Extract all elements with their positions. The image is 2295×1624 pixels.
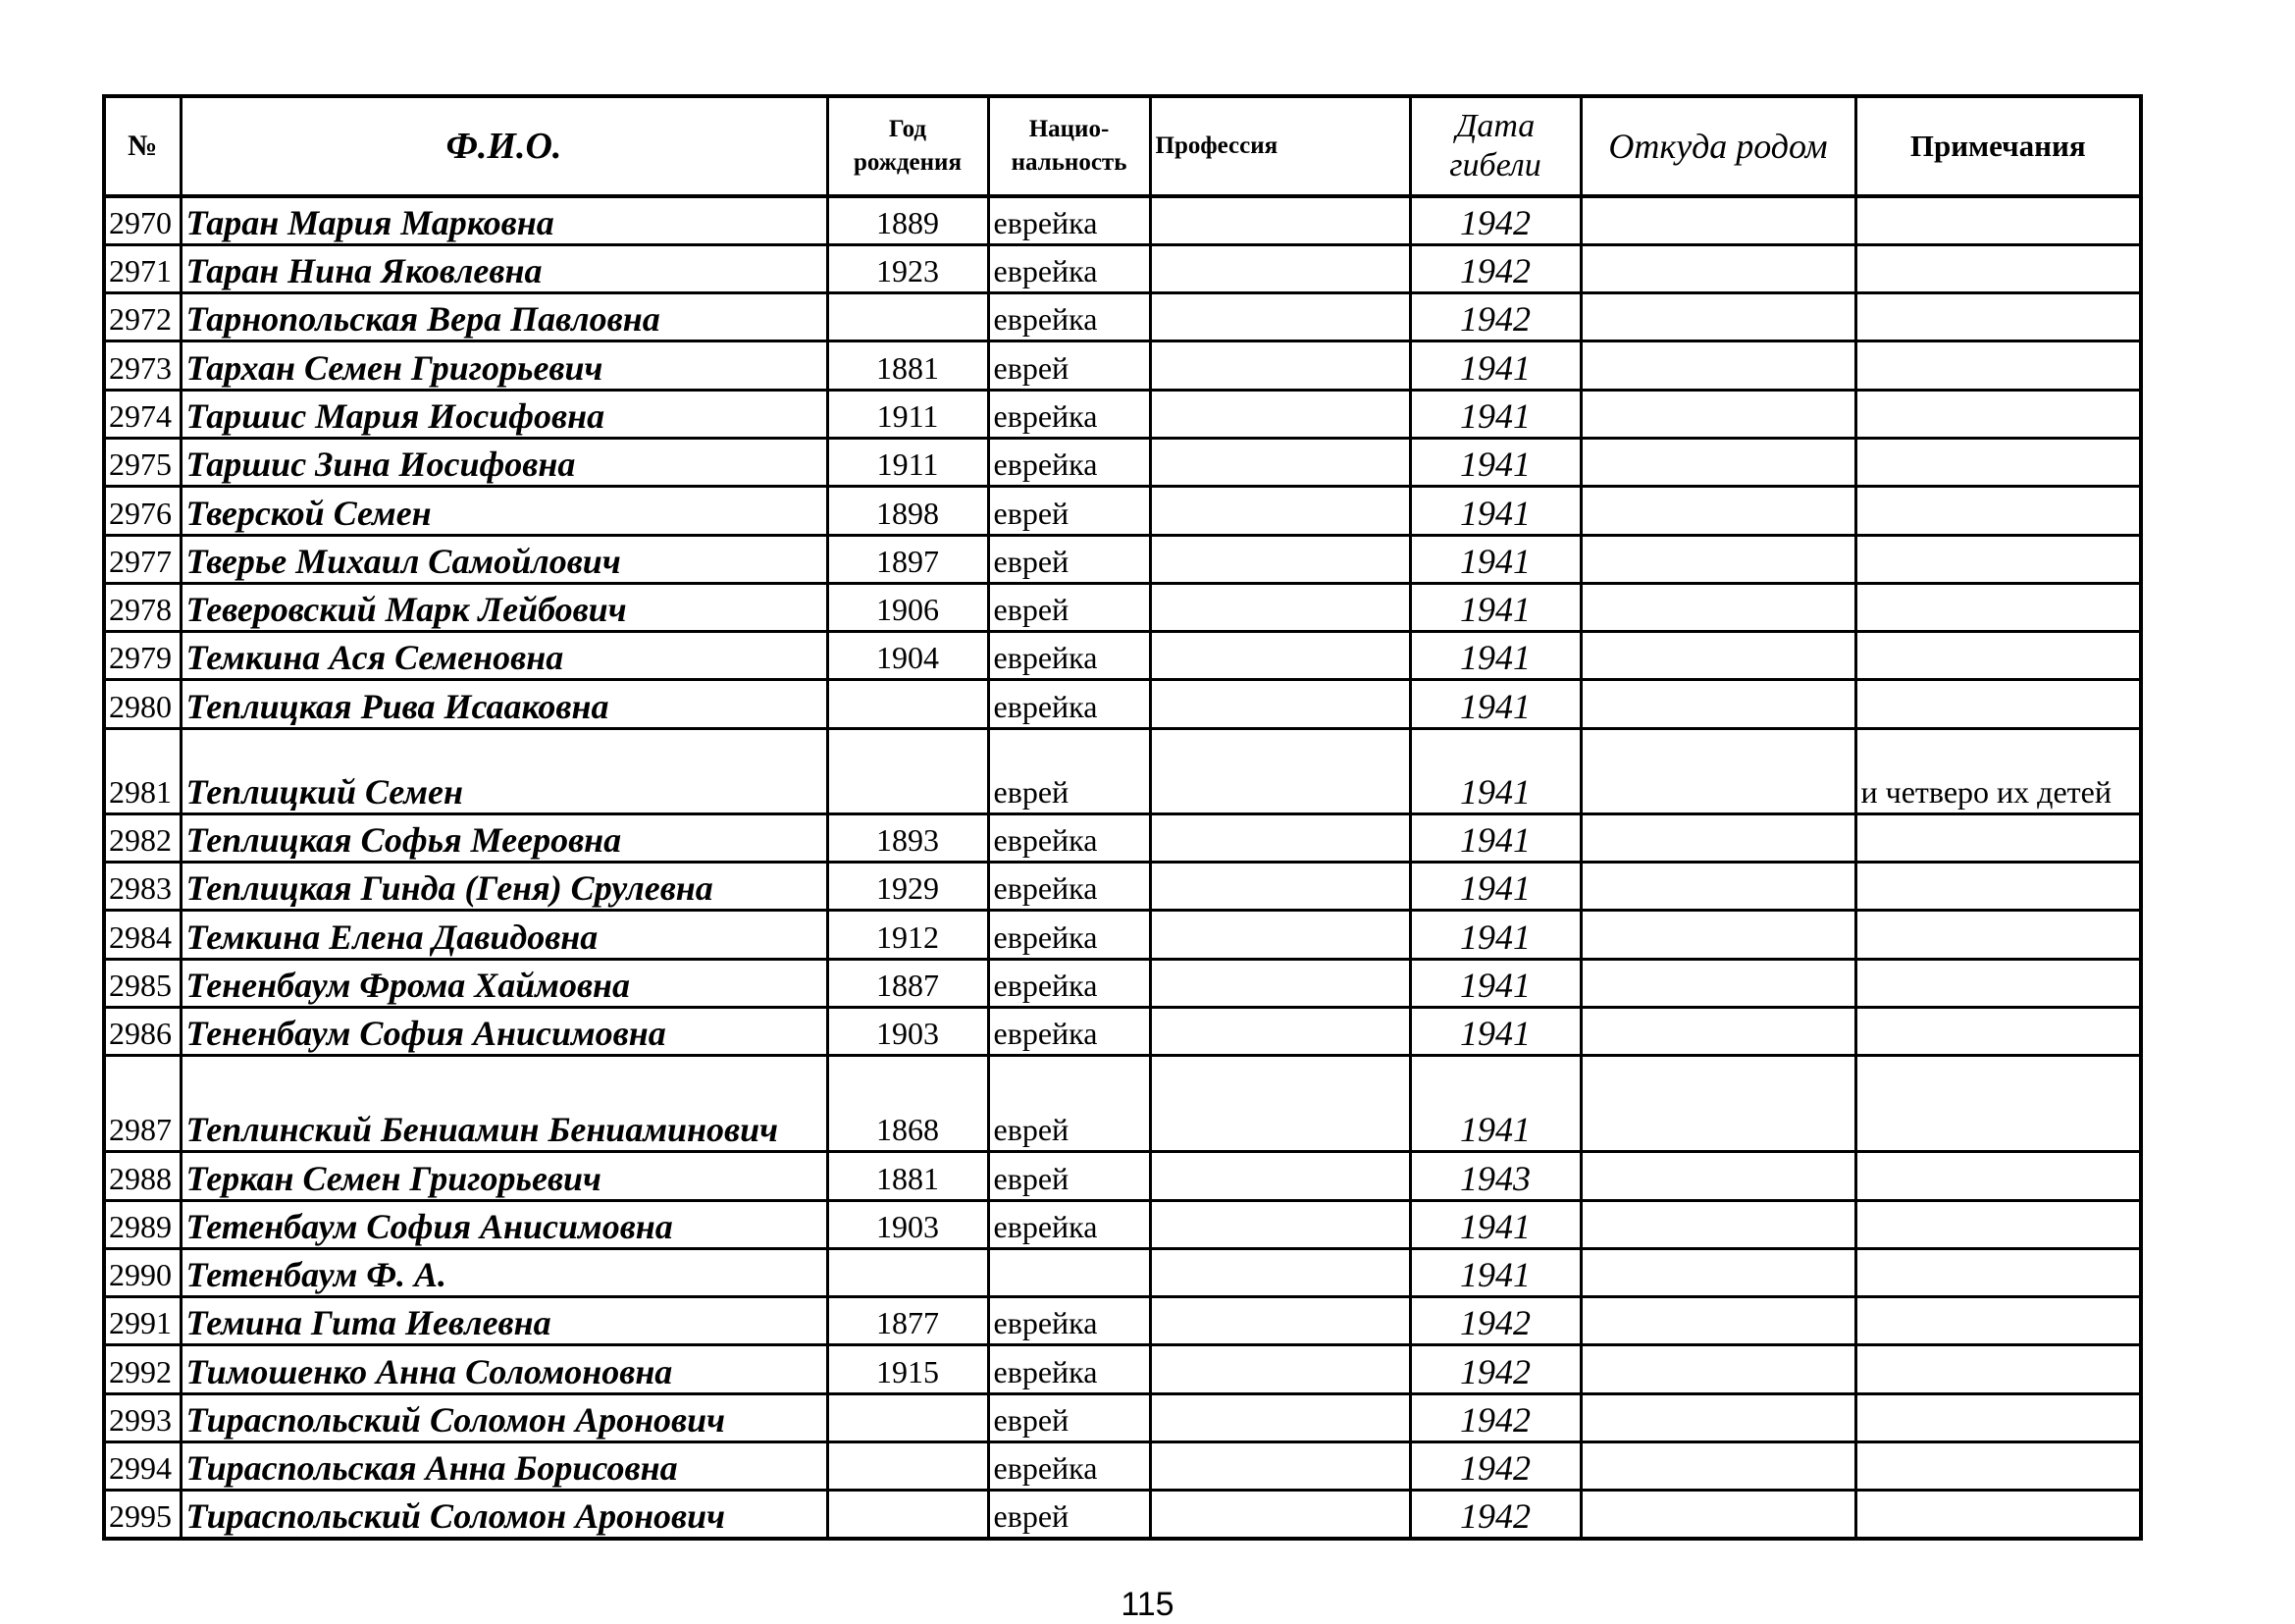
- birth-year-cell: [827, 728, 988, 813]
- table-row: [104, 959, 2141, 1007]
- header-profession: Профессия: [1150, 96, 1410, 196]
- full-name-cell: Тетенбаум София Анисимовна: [181, 1200, 827, 1248]
- profession-cell: [1150, 911, 1410, 959]
- full-name-cell: Тверской Семен: [181, 487, 827, 535]
- nationality-cell: еврейка: [988, 1345, 1150, 1393]
- death-date-cell: 1942: [1410, 196, 1581, 244]
- origin-cell: [1581, 813, 1855, 862]
- header-death-date-line2: гибели: [1449, 147, 1541, 183]
- nationality-cell: еврейка: [988, 911, 1150, 959]
- header-notes: Примечания: [1855, 96, 2141, 196]
- row-number: 2985: [104, 959, 181, 1007]
- profession-cell: [1150, 680, 1410, 728]
- birth-year-cell: [827, 1393, 988, 1441]
- birth-year-cell: 1897: [827, 535, 988, 583]
- row-number: 2976: [104, 487, 181, 535]
- table-header: [104, 96, 2141, 196]
- birth-year-cell: 1898: [827, 487, 988, 535]
- origin-cell: [1581, 959, 1855, 1007]
- full-name-cell: Тимошенко Анна Соломоновна: [181, 1345, 827, 1393]
- header-birth-year-line1: Год: [888, 116, 927, 142]
- birth-year-cell: [827, 1248, 988, 1296]
- origin-cell: [1581, 535, 1855, 583]
- origin-cell: [1581, 1007, 1855, 1055]
- notes-cell: [1855, 196, 2141, 244]
- full-name-cell: Тархан Семен Григорьевич: [181, 341, 827, 390]
- death-date-cell: 1942: [1410, 1393, 1581, 1441]
- full-name-cell: Тираспольский Соломон Аронович: [181, 1491, 827, 1539]
- header-birth-year: [827, 96, 988, 196]
- row-number: 2980: [104, 680, 181, 728]
- full-name-cell: Тененбаум София Анисимовна: [181, 1007, 827, 1055]
- row-number: 2983: [104, 863, 181, 911]
- notes-cell: [1855, 959, 2141, 1007]
- birth-year-cell: 1906: [827, 583, 988, 631]
- full-name-cell: Темкина Ася Семеновна: [181, 632, 827, 680]
- profession-cell: [1150, 1393, 1410, 1441]
- birth-year-cell: 1929: [827, 863, 988, 911]
- table-row: [104, 196, 2141, 244]
- notes-cell: [1855, 535, 2141, 583]
- notes-cell: [1855, 813, 2141, 862]
- notes-cell: [1855, 1345, 2141, 1393]
- table-row: [104, 680, 2141, 728]
- origin-cell: [1581, 680, 1855, 728]
- origin-cell: [1581, 293, 1855, 341]
- full-name-cell: Теплицкая Рива Исааковна: [181, 680, 827, 728]
- row-number: 2984: [104, 911, 181, 959]
- profession-cell: [1150, 1442, 1410, 1491]
- full-name-cell: Теплицкая Гинда (Геня) Срулевна: [181, 863, 827, 911]
- birth-year-cell: 1877: [827, 1297, 988, 1345]
- table-row: [104, 1152, 2141, 1200]
- row-number: 2992: [104, 1345, 181, 1393]
- full-name-cell: Таран Нина Яковлевна: [181, 244, 827, 292]
- full-name-cell: Тираспольская Анна Борисовна: [181, 1442, 827, 1491]
- origin-cell: [1581, 1442, 1855, 1491]
- birth-year-cell: 1881: [827, 341, 988, 390]
- header-origin: Откуда родом: [1581, 96, 1855, 196]
- nationality-cell: еврей: [988, 1152, 1150, 1200]
- death-date-cell: 1941: [1410, 487, 1581, 535]
- death-date-cell: 1941: [1410, 680, 1581, 728]
- birth-year-cell: 1903: [827, 1007, 988, 1055]
- notes-cell: [1855, 438, 2141, 486]
- full-name-cell: Тверье Михаил Самойлович: [181, 535, 827, 583]
- birth-year-cell: [827, 680, 988, 728]
- full-name-cell: Тарнопольская Вера Павловна: [181, 293, 827, 341]
- table-body: [104, 196, 2141, 1539]
- nationality-cell: еврейка: [988, 293, 1150, 341]
- birth-year-cell: 1903: [827, 1200, 988, 1248]
- profession-cell: [1150, 728, 1410, 813]
- profession-cell: [1150, 341, 1410, 390]
- birth-year-cell: 1911: [827, 438, 988, 486]
- notes-cell: [1855, 1200, 2141, 1248]
- origin-cell: [1581, 196, 1855, 244]
- birth-year-cell: 1911: [827, 390, 988, 438]
- birth-year-cell: [827, 1491, 988, 1539]
- table-row: [104, 293, 2141, 341]
- nationality-cell: еврейка: [988, 244, 1150, 292]
- row-number: 2972: [104, 293, 181, 341]
- notes-cell: [1855, 293, 2141, 341]
- profession-cell: [1150, 959, 1410, 1007]
- header-nationality: [988, 96, 1150, 196]
- nationality-cell: еврей: [988, 341, 1150, 390]
- origin-cell: [1581, 1345, 1855, 1393]
- table-row: [104, 863, 2141, 911]
- profession-cell: [1150, 632, 1410, 680]
- nationality-cell: еврей: [988, 535, 1150, 583]
- notes-cell: [1855, 911, 2141, 959]
- header-nationality-line1: Нацио-: [1028, 116, 1110, 142]
- origin-cell: [1581, 487, 1855, 535]
- full-name-cell: Теплинский Бениамин Бениаминович: [181, 1056, 827, 1152]
- death-date-cell: 1941: [1410, 341, 1581, 390]
- death-date-cell: 1942: [1410, 244, 1581, 292]
- origin-cell: [1581, 632, 1855, 680]
- full-name-cell: Тетенбаум Ф. А.: [181, 1248, 827, 1296]
- profession-cell: [1150, 1007, 1410, 1055]
- origin-cell: [1581, 728, 1855, 813]
- row-number: 2993: [104, 1393, 181, 1441]
- table-row: [104, 341, 2141, 390]
- page-number: 115: [1121, 1586, 1174, 1623]
- notes-cell: [1855, 1442, 2141, 1491]
- profession-cell: [1150, 487, 1410, 535]
- birth-year-cell: 1893: [827, 813, 988, 862]
- notes-cell: [1855, 244, 2141, 292]
- full-name-cell: Темина Гита Иевлевна: [181, 1297, 827, 1345]
- profession-cell: [1150, 1056, 1410, 1152]
- table-row: [104, 728, 2141, 813]
- birth-year-cell: [827, 1442, 988, 1491]
- death-date-cell: 1941: [1410, 438, 1581, 486]
- death-date-cell: 1942: [1410, 1297, 1581, 1345]
- row-number: 2973: [104, 341, 181, 390]
- full-name-cell: Тираспольский Соломон Аронович: [181, 1393, 827, 1441]
- row-number: 2986: [104, 1007, 181, 1055]
- notes-cell: [1855, 632, 2141, 680]
- profession-cell: [1150, 244, 1410, 292]
- full-name-cell: Таршис Зина Иосифовна: [181, 438, 827, 486]
- notes-cell: [1855, 583, 2141, 631]
- full-name-cell: Тененбаум Фрома Хаймовна: [181, 959, 827, 1007]
- nationality-cell: еврейка: [988, 959, 1150, 1007]
- profession-cell: [1150, 1345, 1410, 1393]
- table-row: [104, 1200, 2141, 1248]
- nationality-cell: еврейка: [988, 632, 1150, 680]
- header-birth-year-line2: рождения: [854, 149, 962, 176]
- birth-year-cell: 1915: [827, 1345, 988, 1393]
- table-row: [104, 438, 2141, 486]
- table-row: [104, 1393, 2141, 1441]
- table-row: [104, 535, 2141, 583]
- nationality-cell: еврейка: [988, 1297, 1150, 1345]
- profession-cell: [1150, 1152, 1410, 1200]
- nationality-cell: [988, 1248, 1150, 1296]
- row-number: 2991: [104, 1297, 181, 1345]
- death-date-cell: 1941: [1410, 632, 1581, 680]
- row-number: 2981: [104, 728, 181, 813]
- birth-year-cell: 1904: [827, 632, 988, 680]
- row-number: 2977: [104, 535, 181, 583]
- death-date-cell: 1941: [1410, 1248, 1581, 1296]
- nationality-cell: еврей: [988, 1056, 1150, 1152]
- origin-cell: [1581, 1491, 1855, 1539]
- notes-cell: [1855, 1152, 2141, 1200]
- profession-cell: [1150, 293, 1410, 341]
- notes-cell: и четверо их детей: [1855, 728, 2141, 813]
- profession-cell: [1150, 1297, 1410, 1345]
- nationality-cell: еврейка: [988, 1200, 1150, 1248]
- profession-cell: [1150, 196, 1410, 244]
- death-date-cell: 1941: [1410, 863, 1581, 911]
- row-number: 2990: [104, 1248, 181, 1296]
- origin-cell: [1581, 911, 1855, 959]
- death-date-cell: 1942: [1410, 1442, 1581, 1491]
- origin-cell: [1581, 1200, 1855, 1248]
- profession-cell: [1150, 1200, 1410, 1248]
- full-name-cell: Темкина Елена Давидовна: [181, 911, 827, 959]
- row-number: 2970: [104, 196, 181, 244]
- profession-cell: [1150, 1248, 1410, 1296]
- table-row: [104, 911, 2141, 959]
- profession-cell: [1150, 535, 1410, 583]
- death-date-cell: 1941: [1410, 813, 1581, 862]
- header-death-date: [1410, 96, 1581, 196]
- table-row: [104, 244, 2141, 292]
- table-row: [104, 1248, 2141, 1296]
- table-row: [104, 390, 2141, 438]
- nationality-cell: еврей: [988, 1491, 1150, 1539]
- full-name-cell: Таран Мария Марковна: [181, 196, 827, 244]
- death-date-cell: 1941: [1410, 535, 1581, 583]
- death-date-cell: 1941: [1410, 911, 1581, 959]
- death-date-cell: 1941: [1410, 1056, 1581, 1152]
- table-row: [104, 632, 2141, 680]
- full-name-cell: Теркан Семен Григорьевич: [181, 1152, 827, 1200]
- profession-cell: [1150, 390, 1410, 438]
- row-number: 2971: [104, 244, 181, 292]
- row-number: 2975: [104, 438, 181, 486]
- birth-year-cell: 1889: [827, 196, 988, 244]
- nationality-cell: еврей: [988, 583, 1150, 631]
- notes-cell: [1855, 341, 2141, 390]
- table-row: [104, 1442, 2141, 1491]
- nationality-cell: еврейка: [988, 196, 1150, 244]
- nationality-cell: еврейка: [988, 680, 1150, 728]
- notes-cell: [1855, 680, 2141, 728]
- notes-cell: [1855, 1393, 2141, 1441]
- nationality-cell: еврей: [988, 728, 1150, 813]
- birth-year-cell: 1912: [827, 911, 988, 959]
- table-row: [104, 1345, 2141, 1393]
- nationality-cell: еврейка: [988, 1007, 1150, 1055]
- death-date-cell: 1942: [1410, 1345, 1581, 1393]
- table-row: [104, 1007, 2141, 1055]
- origin-cell: [1581, 341, 1855, 390]
- notes-cell: [1855, 1297, 2141, 1345]
- header-death-date-line1: Дата: [1455, 108, 1536, 144]
- row-number: 2989: [104, 1200, 181, 1248]
- origin-cell: [1581, 1056, 1855, 1152]
- row-number: 2988: [104, 1152, 181, 1200]
- nationality-cell: еврейка: [988, 390, 1150, 438]
- notes-cell: [1855, 1056, 2141, 1152]
- header-nationality-line2: нальность: [1011, 149, 1127, 176]
- death-date-cell: 1941: [1410, 1007, 1581, 1055]
- origin-cell: [1581, 244, 1855, 292]
- death-date-cell: 1941: [1410, 583, 1581, 631]
- row-number: 2979: [104, 632, 181, 680]
- profession-cell: [1150, 438, 1410, 486]
- birth-year-cell: 1923: [827, 244, 988, 292]
- notes-cell: [1855, 1007, 2141, 1055]
- notes-cell: [1855, 863, 2141, 911]
- nationality-cell: еврейка: [988, 863, 1150, 911]
- header-full-name: Ф.И.О.: [181, 96, 827, 196]
- table-row: [104, 1297, 2141, 1345]
- death-date-cell: 1941: [1410, 959, 1581, 1007]
- birth-year-cell: 1868: [827, 1056, 988, 1152]
- origin-cell: [1581, 1248, 1855, 1296]
- victims-registry-table: [102, 94, 2143, 1541]
- birth-year-cell: [827, 293, 988, 341]
- table-row: [104, 813, 2141, 862]
- death-date-cell: 1941: [1410, 1200, 1581, 1248]
- row-number: 2987: [104, 1056, 181, 1152]
- notes-cell: [1855, 487, 2141, 535]
- row-number: 2974: [104, 390, 181, 438]
- death-date-cell: 1943: [1410, 1152, 1581, 1200]
- origin-cell: [1581, 1152, 1855, 1200]
- notes-cell: [1855, 390, 2141, 438]
- header-row: [104, 96, 2141, 196]
- death-date-cell: 1942: [1410, 293, 1581, 341]
- origin-cell: [1581, 1297, 1855, 1345]
- full-name-cell: Теверовский Марк Лейбович: [181, 583, 827, 631]
- notes-cell: [1855, 1248, 2141, 1296]
- birth-year-cell: 1881: [827, 1152, 988, 1200]
- profession-cell: [1150, 1491, 1410, 1539]
- full-name-cell: Теплицкий Семен: [181, 728, 827, 813]
- death-date-cell: 1941: [1410, 728, 1581, 813]
- nationality-cell: еврейка: [988, 1442, 1150, 1491]
- nationality-cell: еврейка: [988, 813, 1150, 862]
- table-row: [104, 583, 2141, 631]
- notes-cell: [1855, 1491, 2141, 1539]
- birth-year-cell: 1887: [827, 959, 988, 1007]
- full-name-cell: Теплицкая Софья Мееровна: [181, 813, 827, 862]
- origin-cell: [1581, 863, 1855, 911]
- row-number: 2995: [104, 1491, 181, 1539]
- row-number: 2994: [104, 1442, 181, 1491]
- profession-cell: [1150, 863, 1410, 911]
- death-date-cell: 1942: [1410, 1491, 1581, 1539]
- row-number: 2978: [104, 583, 181, 631]
- origin-cell: [1581, 390, 1855, 438]
- full-name-cell: Таршис Мария Иосифовна: [181, 390, 827, 438]
- table-row: [104, 1491, 2141, 1539]
- table-row: [104, 1056, 2141, 1152]
- profession-cell: [1150, 583, 1410, 631]
- origin-cell: [1581, 583, 1855, 631]
- table-row: [104, 487, 2141, 535]
- nationality-cell: еврейка: [988, 438, 1150, 486]
- origin-cell: [1581, 438, 1855, 486]
- origin-cell: [1581, 1393, 1855, 1441]
- death-date-cell: 1941: [1410, 390, 1581, 438]
- header-number: №: [104, 96, 181, 196]
- profession-cell: [1150, 813, 1410, 862]
- nationality-cell: еврей: [988, 1393, 1150, 1441]
- row-number: 2982: [104, 813, 181, 862]
- nationality-cell: еврей: [988, 487, 1150, 535]
